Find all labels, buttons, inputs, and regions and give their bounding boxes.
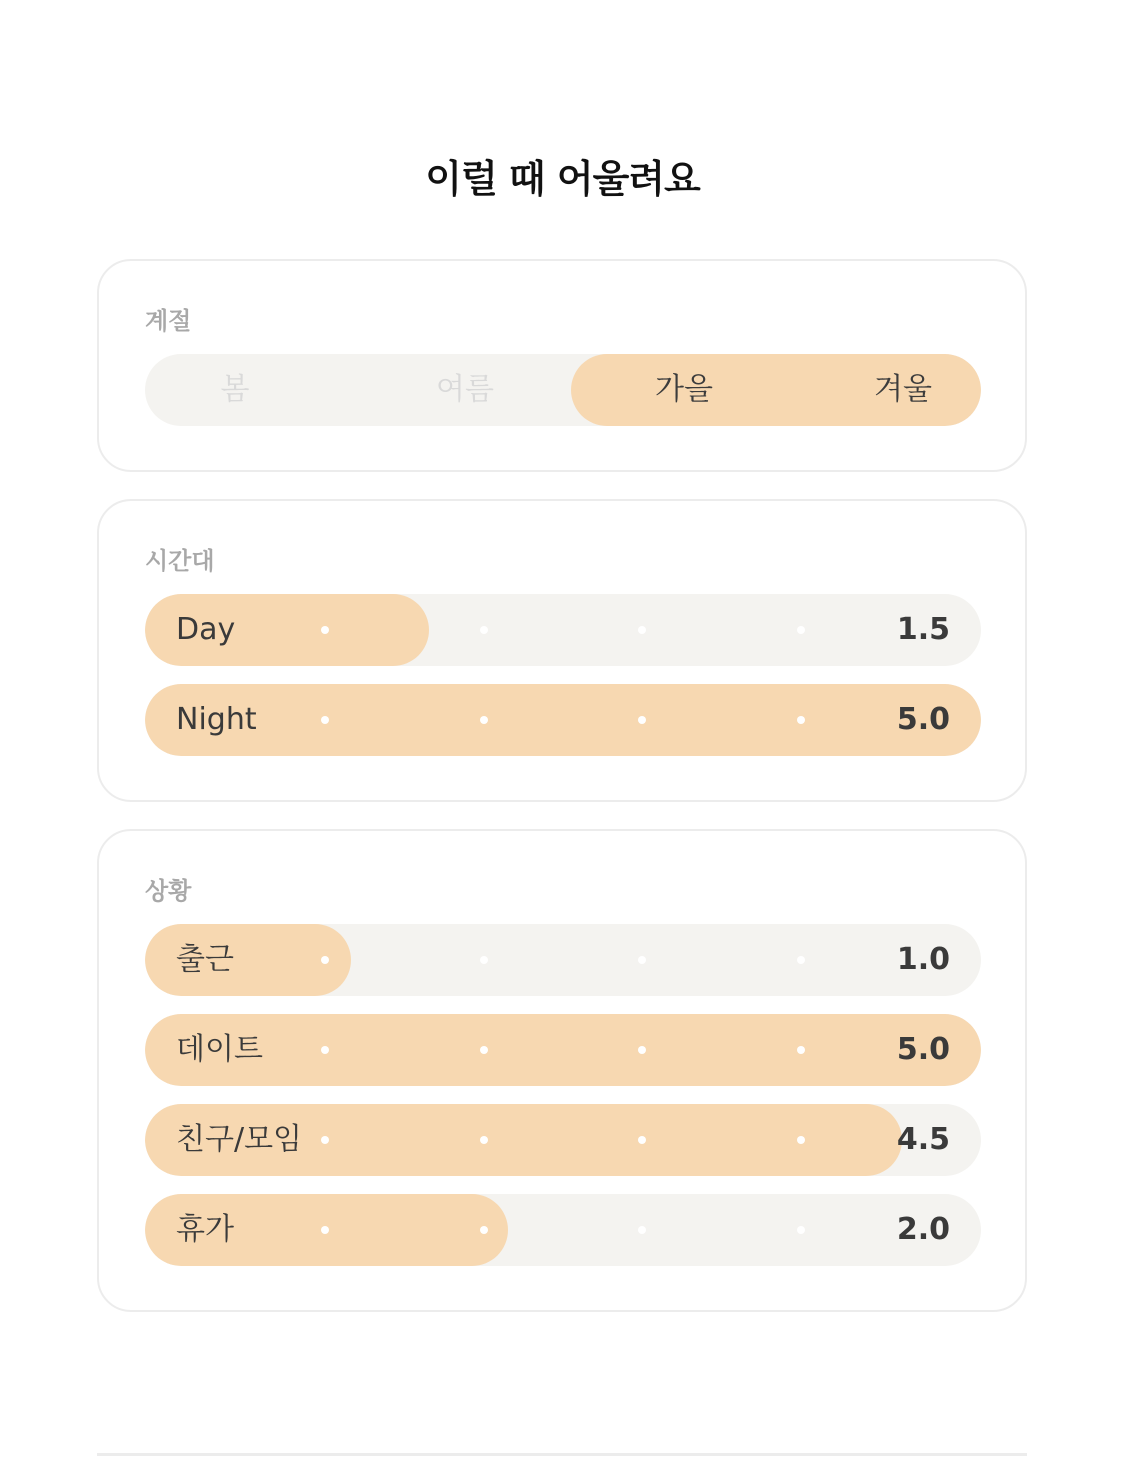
scale-dot [638, 956, 646, 964]
rating-bar-vacation [145, 1194, 981, 1266]
rating-bar-fill [145, 684, 981, 756]
scale-dot [321, 1046, 329, 1054]
scale-dot [797, 626, 805, 634]
rating-bar-label: 친구/모임 [176, 1122, 303, 1157]
rating-bar-value: 5.0 [896, 702, 950, 737]
rating-bar-label: Night [176, 702, 257, 737]
situation-section-label: 상황 [145, 877, 192, 905]
scale-dot [321, 716, 329, 724]
rating-bar-value: 5.0 [896, 1032, 950, 1067]
scale-dot [638, 1136, 646, 1144]
situation-card [97, 829, 1027, 1312]
page-title: 이럴 때 어울려요 [425, 157, 700, 201]
scale-dot [797, 716, 805, 724]
scale-dot [638, 1226, 646, 1234]
time-of-day-card [97, 499, 1027, 802]
season-card [97, 259, 1027, 472]
scale-dot [321, 1226, 329, 1234]
season-selector [145, 354, 981, 426]
rating-bar-friends-gathering [145, 1104, 981, 1176]
scale-dot [638, 716, 646, 724]
rating-bar-label: 데이트 [176, 1032, 263, 1067]
time-of-day-section-label: 시간대 [145, 547, 215, 575]
scale-dot [321, 1136, 329, 1144]
scale-dot [321, 956, 329, 964]
scale-dot [797, 956, 805, 964]
rating-bar-label: Day [176, 612, 236, 647]
rating-bar-value: 4.5 [896, 1122, 950, 1157]
rating-bar-day [145, 594, 981, 666]
season-option-winter[interactable]: 겨울 [874, 372, 932, 407]
scale-dot [480, 1136, 488, 1144]
season-option-autumn[interactable]: 가을 [655, 372, 713, 407]
scale-dot [797, 1046, 805, 1054]
scale-dot [480, 1046, 488, 1054]
scale-dot [480, 1226, 488, 1234]
rating-bar-value: 1.5 [896, 612, 950, 647]
scale-dot [480, 956, 488, 964]
rating-bar-date [145, 1014, 981, 1086]
rating-bar-commute [145, 924, 981, 996]
rating-bar-night [145, 684, 981, 756]
season-section-label: 계절 [145, 307, 192, 335]
rating-bar-label: 출근 [176, 942, 234, 977]
scale-dot [480, 626, 488, 634]
scale-dot [797, 1226, 805, 1234]
scale-dot [797, 1136, 805, 1144]
rating-bar-label: 휴가 [176, 1212, 234, 1247]
scale-dot [480, 716, 488, 724]
rating-bar-value: 1.0 [896, 942, 950, 977]
scale-dot [321, 626, 329, 634]
season-option-summer[interactable]: 여름 [436, 372, 494, 407]
rating-bar-value: 2.0 [896, 1212, 950, 1247]
season-option-spring[interactable]: 봄 [220, 372, 250, 407]
scale-dot [638, 626, 646, 634]
scale-dot [638, 1046, 646, 1054]
rating-bar-fill [145, 1014, 981, 1086]
bottom-divider [97, 1453, 1027, 1456]
